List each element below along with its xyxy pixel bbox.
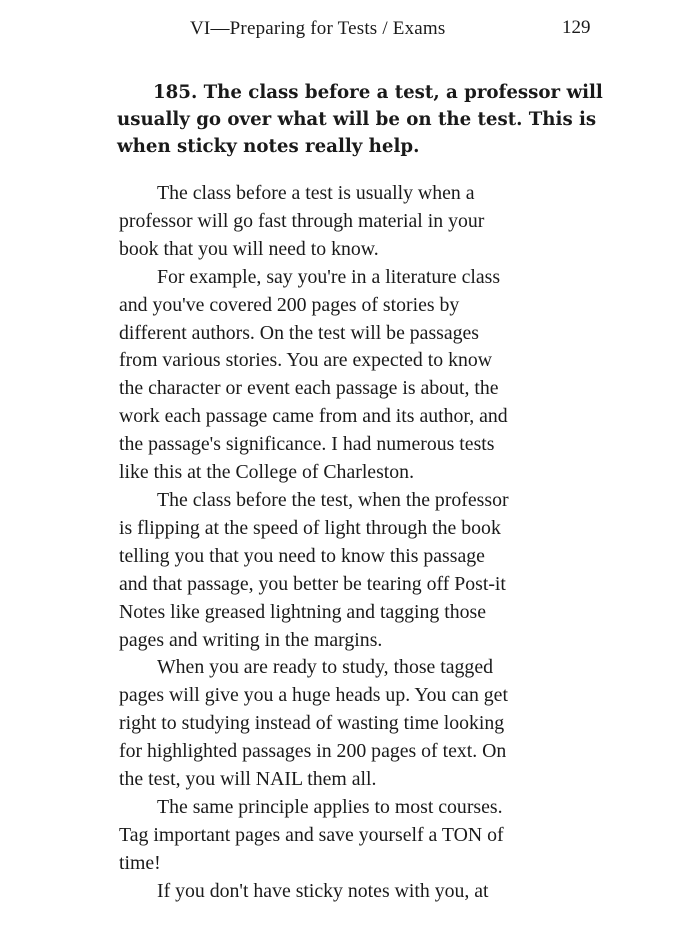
text-line: The class before the test, when the professor: [157, 488, 509, 511]
text-line: the character or event each passage is about, the: [119, 377, 499, 400]
tip-line: when sticky notes really help.: [117, 136, 420, 157]
paragraph: [119, 487, 619, 654]
text-line: the passage's significance. I had numerous tests: [119, 433, 495, 456]
body-text: [119, 180, 619, 906]
text-line: pages will give you a huge heads up. You can get: [119, 684, 508, 707]
tip-line: usually go over what will be on the test. This is: [117, 109, 597, 130]
text-line: When you are ready to study, those tagged: [157, 656, 493, 679]
tip-heading: [117, 79, 603, 160]
text-line: time!: [119, 851, 161, 874]
page-number: 129: [562, 17, 591, 38]
running-header: VI—Preparing for Tests / Exams: [190, 18, 446, 39]
text-line: is flipping at the speed of light through the book: [119, 516, 501, 539]
text-line: right to studying instead of wasting time looking: [119, 712, 505, 735]
text-line: The same principle applies to most courses.: [157, 795, 503, 818]
text-line: pages and writing in the margins.: [119, 628, 383, 651]
text-line: like this at the College of Charleston.: [119, 461, 415, 484]
paragraph: [119, 878, 619, 906]
text-line: work each passage came from and its author, and: [119, 405, 508, 428]
text-line: for highlighted passages in 200 pages of text. On: [119, 740, 507, 763]
text-line: professor will go fast through material in your: [119, 209, 485, 232]
text-line: book that you will need to know.: [119, 237, 379, 260]
text-line: If you don't have sticky notes with you, at: [157, 879, 489, 902]
text-line: from various stories. You are expected to know: [119, 349, 493, 372]
tip-line: 185. The class before a test, a professor will: [153, 82, 603, 103]
text-line: telling you that you need to know this passage: [119, 544, 485, 567]
text-line: the test, you will NAIL them all.: [119, 768, 377, 791]
text-line: different authors. On the test will be passages: [119, 321, 480, 344]
paragraph: [119, 180, 619, 264]
paragraph: [119, 654, 619, 794]
text-line: Notes like greased lightning and tagging those: [119, 600, 486, 623]
text-line: and you've covered 200 pages of stories by: [119, 293, 460, 316]
text-line: Tag important pages and save yourself a TON of: [119, 823, 504, 846]
text-line: The class before a test is usually when a: [157, 182, 475, 204]
text-line: For example, say you're in a literature class: [157, 265, 501, 288]
paragraph: [119, 794, 619, 878]
paragraph: [119, 264, 619, 487]
text-line: and that passage, you better be tearing off Post-it: [119, 572, 506, 595]
